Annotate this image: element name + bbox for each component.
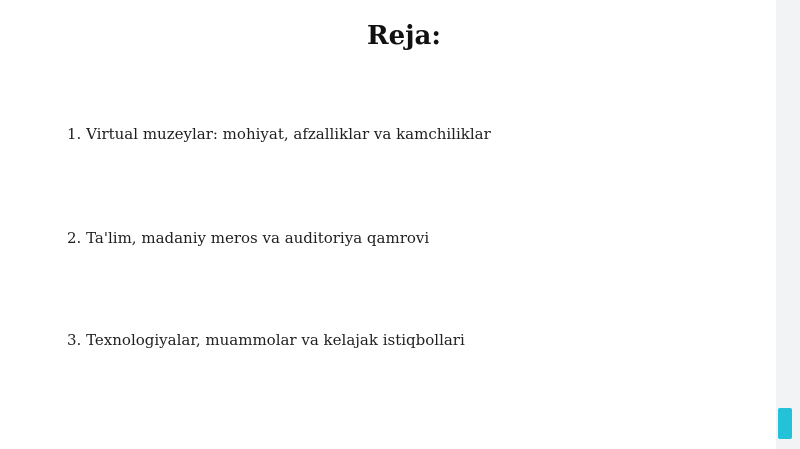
plan-item: 2. Ta'lim, madaniy meros va auditoriya qamrovi xyxy=(67,229,430,247)
scrollbar-thumb[interactable] xyxy=(778,408,792,439)
slide-title: Reja: xyxy=(366,21,441,51)
plan-item: 3. Texnologiyalar, muammolar va kelajak istiqbollari xyxy=(67,331,465,349)
vertical-scrollbar[interactable] xyxy=(776,0,800,449)
plan-item: 1. Virtual muzeylar: mohiyat, afzalliklar va kamchiliklar xyxy=(67,125,491,143)
